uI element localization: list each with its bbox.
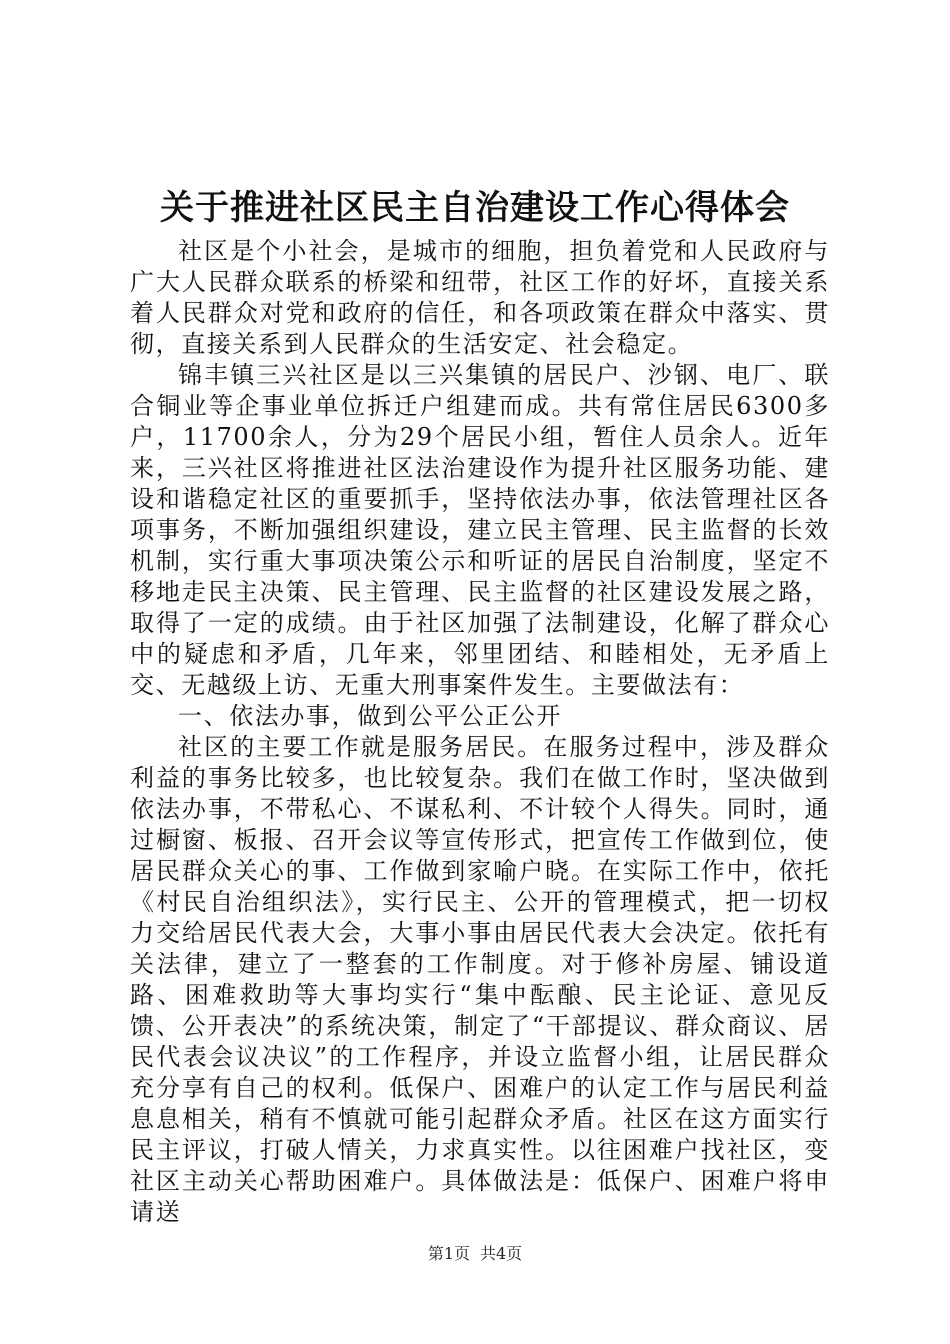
document-title: 关于推进社区民主自治建设工作心得体会 — [160, 188, 790, 228]
page-footer — [0, 1242, 950, 1266]
page-number-total: 共4页 — [480, 1244, 523, 1263]
document-body — [130, 236, 830, 1228]
section-heading-1: 一、依法办事，做到公平公正公开 — [178, 702, 562, 730]
paragraph-community-overview: 锦丰镇三兴社区是以三兴集镇的居民户、沙钢、电厂、联合铜业等企事业单位拆迁户组建而成。共有常住居民6300多户，11700余人，分为29个居民小组，暂住人员余人。近年来，三兴社区将推进社区法治建设作为提升社区服务功能、建设和谐稳定社区的重要抓手，坚持依法办事，依法管理社区各项事务，不断加强组织建设，建立民主管理、民主监督的长效机制，实行重大事项决策公示和听证的居民自治制度，坚定不移地走民主决策、民主管理、民主监督的社区建设发展之路，取得了一定的成绩。由于社区加强了法制建设，化解了群众心中的疑虑和矛盾，几年来，邻里团结、和睦相处，无矛盾上交、无越级上访、无重大刑事案件发生。主要做法有： — [130, 361, 830, 699]
paragraph-section-1: 社区的主要工作就是服务居民。在服务过程中，涉及群众利益的事务比较多，也比较复杂。我们在做工作时，坚决做到依法办事，不带私心、不谋私利、不计较个人得失。同时，通过橱窗、板报、召开会议等宣传形式，把宣传工作做到位，使居民群众关心的事、工作做到家喻户晓。在实际工作中，依托《村民自治组织法》，实行民主、公开的管理模式，把一切权力交给居民代表大会，大事小事由居民代表大会决定。依托有关法律，建立了一整套的工作制度。对于修补房屋、铺设道路、困难救助等大事均实行“集中酝酿、民主论证、意见反馈、公开表决”的系统决策，制定了“干部提议、群众商议、居民代表会议决议”的工作程序，并设立监督小组，让居民群众充分享有自己的权利。低保户、困难户的认定工作与居民利益息息相关，稍有不慎就可能引起群众矛盾。社区在这方面实行民主评议，打破人情关，力求真实性。以往困难户找社区，变社区主动关心帮助困难户。具体做法是：低保户、困难户将申请送 — [130, 733, 830, 1226]
paragraph-intro: 社区是个小社会，是城市的细胞，担负着党和人民政府与广大人民群众联系的桥梁和纽带，社区工作的好坏，直接关系着人民群众对党和政府的信任，和各项政策在群众中落实、贯彻，直接关系到人民群众的生活安定、社会稳定。 — [130, 237, 830, 358]
page-number-current: 第1页 — [427, 1244, 470, 1263]
